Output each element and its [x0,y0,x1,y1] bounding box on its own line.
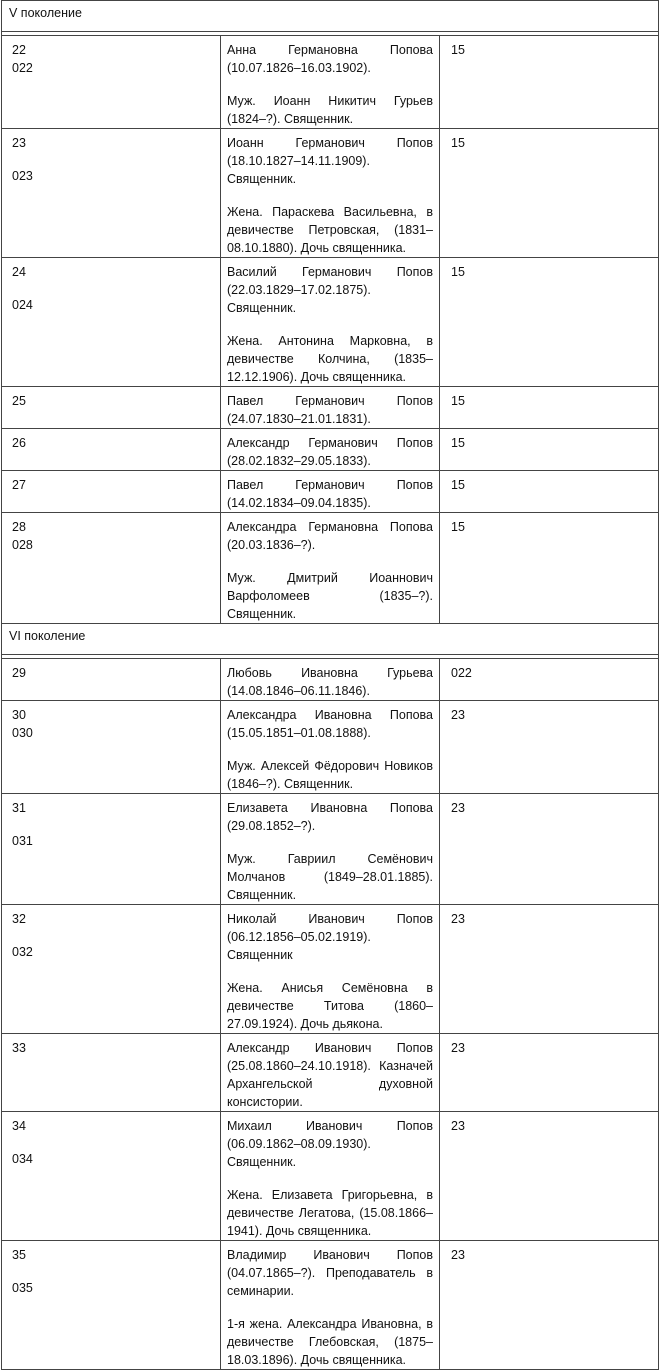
person-number: 23 [12,136,26,150]
person-number: 33 [12,1041,26,1055]
person-description-cell [221,429,440,471]
table-row [2,905,659,1034]
person-entry: Павел Германович Попов (14.02.1834–09.04.1835). [227,478,433,510]
person-entry: Любовь Ивановна Гурьева (14.08.1846–06.11.1846). [227,666,433,698]
generation-header-row [2,1,659,32]
person-description-cell [221,387,440,429]
person-description-cell [221,258,440,387]
person-number: 25 [12,394,26,408]
parent-reference: 15 [440,129,659,258]
person-entry: Владимир Иванович Попов (04.07.1865–?). Преподаватель в семинарии. [227,1248,433,1298]
person-entry: Александра Ивановна Попова (15.05.1851–01.08.1888). [227,708,433,740]
person-entry: Василий Германович Попов (22.03.1829–17.02.1875). Священник. [227,265,433,315]
spouse-entry: Жена. Анисья Семёновна в девичестве Титова (1860–27.09.1924). Дочь дьякона. [227,981,433,1031]
genealogy-table [1,0,659,1370]
person-description-cell [221,471,440,513]
person-description-cell [221,36,440,129]
family-number: 022 [12,61,33,75]
family-number: 028 [12,538,33,552]
person-entry: Александр Германович Попов (28.02.1832–29.05.1833). [227,436,433,468]
generation-title: V поколение [2,1,659,32]
generation-header-row [2,624,659,655]
person-description-cell [221,794,440,905]
person-number: 27 [12,478,26,492]
person-number-cell [2,36,221,129]
person-entry: Николай Иванович Попов (06.12.1856–05.02.1919). Священник [227,912,433,962]
person-description-cell [221,659,440,701]
family-number: 032 [12,945,33,959]
spouse-entry: Жена. Параскева Васильевна, в девичестве Петровская, (1831–08.10.1880). Дочь священника. [227,205,433,255]
parent-reference: 15 [440,471,659,513]
table-row [2,471,659,513]
person-description-cell [221,1034,440,1112]
person-number-cell [2,794,221,905]
family-number: 030 [12,726,33,740]
table-row [2,1241,659,1370]
family-number: 034 [12,1152,33,1166]
parent-reference: 23 [440,1112,659,1241]
person-entry: Павел Германович Попов (24.07.1830–21.01.1831). [227,394,433,426]
person-entry: Александра Германовна Попова (20.03.1836–?). [227,520,433,552]
person-number-cell [2,905,221,1034]
spouse-entry: Жена. Антонина Марковна, в девичестве Колчина, (1835–12.12.1906). Дочь священника. [227,334,433,384]
table-row [2,387,659,429]
spouse-entry: Муж. Иоанн Никитич Гурьев (1824–?). Священник. [227,94,433,126]
spouse-entry: Жена. Елизавета Григорьевна, в девичестве Легатова, (15.08.1866–1941). Дочь священника. [227,1188,433,1238]
person-description-cell [221,701,440,794]
table-row [2,701,659,794]
spouse-entry: Муж. Гавриил Семёнович Молчанов (1849–28.01.1885). Священник. [227,852,433,902]
person-number: 28 [12,520,26,534]
person-number-cell [2,701,221,794]
person-number-cell [2,1034,221,1112]
person-entry: Анна Германовна Попова (10.07.1826–16.03.1902). [227,43,433,75]
person-entry: Александр Иванович Попов (25.08.1860–24.10.1918). Казначей Архангельской духовной консистории. [227,1041,433,1109]
spouse-entry: Муж. Алексей Фёдорович Новиков (1846–?). Священник. [227,759,433,791]
parent-reference: 15 [440,258,659,387]
spouse-entry: Муж. Дмитрий Иоаннович Варфоломеев (1835–?). Священник. [227,571,433,621]
person-number-cell [2,258,221,387]
person-number: 30 [12,708,26,722]
parent-reference: 15 [440,36,659,129]
person-description-cell [221,1241,440,1370]
parent-reference: 23 [440,701,659,794]
family-number: 035 [12,1281,33,1295]
person-number-cell [2,1241,221,1370]
person-number: 22 [12,43,26,57]
parent-reference: 23 [440,905,659,1034]
person-number: 31 [12,801,26,815]
person-description-cell [221,129,440,258]
table-row [2,1112,659,1241]
person-description-cell [221,513,440,624]
person-number: 35 [12,1248,26,1262]
person-entry: Елизавета Ивановна Попова (29.08.1852–?). [227,801,433,833]
person-number-cell [2,387,221,429]
person-description-cell [221,1112,440,1241]
spouse-entry: 1-я жена. Александра Ивановна, в девичестве Глебовская, (1875–18.03.1896). Дочь священника. [227,1317,433,1367]
person-number-cell [2,429,221,471]
person-description-cell [221,905,440,1034]
table-row [2,659,659,701]
parent-reference: 23 [440,794,659,905]
table-row [2,429,659,471]
parent-reference: 15 [440,387,659,429]
table-row [2,258,659,387]
table-row [2,794,659,905]
parent-reference: 15 [440,429,659,471]
generation-title: VI поколение [2,624,659,655]
parent-reference: 23 [440,1034,659,1112]
person-number: 29 [12,666,26,680]
parent-reference: 022 [440,659,659,701]
person-number: 24 [12,265,26,279]
person-number: 26 [12,436,26,450]
person-number: 32 [12,912,26,926]
table-row [2,513,659,624]
parent-reference: 15 [440,513,659,624]
person-entry: Иоанн Германович Попов (18.10.1827–14.11.1909). Священник. [227,136,433,186]
person-number-cell [2,471,221,513]
person-entry: Михаил Иванович Попов (06.09.1862–08.09.1930). Священник. [227,1119,433,1169]
table-row [2,129,659,258]
family-number: 024 [12,298,33,312]
person-number-cell [2,1112,221,1241]
parent-reference: 23 [440,1241,659,1370]
person-number: 34 [12,1119,26,1133]
table-row [2,36,659,129]
table-row [2,1034,659,1112]
person-number-cell [2,129,221,258]
family-number: 023 [12,169,33,183]
person-number-cell [2,513,221,624]
family-number: 031 [12,834,33,848]
person-number-cell [2,659,221,701]
